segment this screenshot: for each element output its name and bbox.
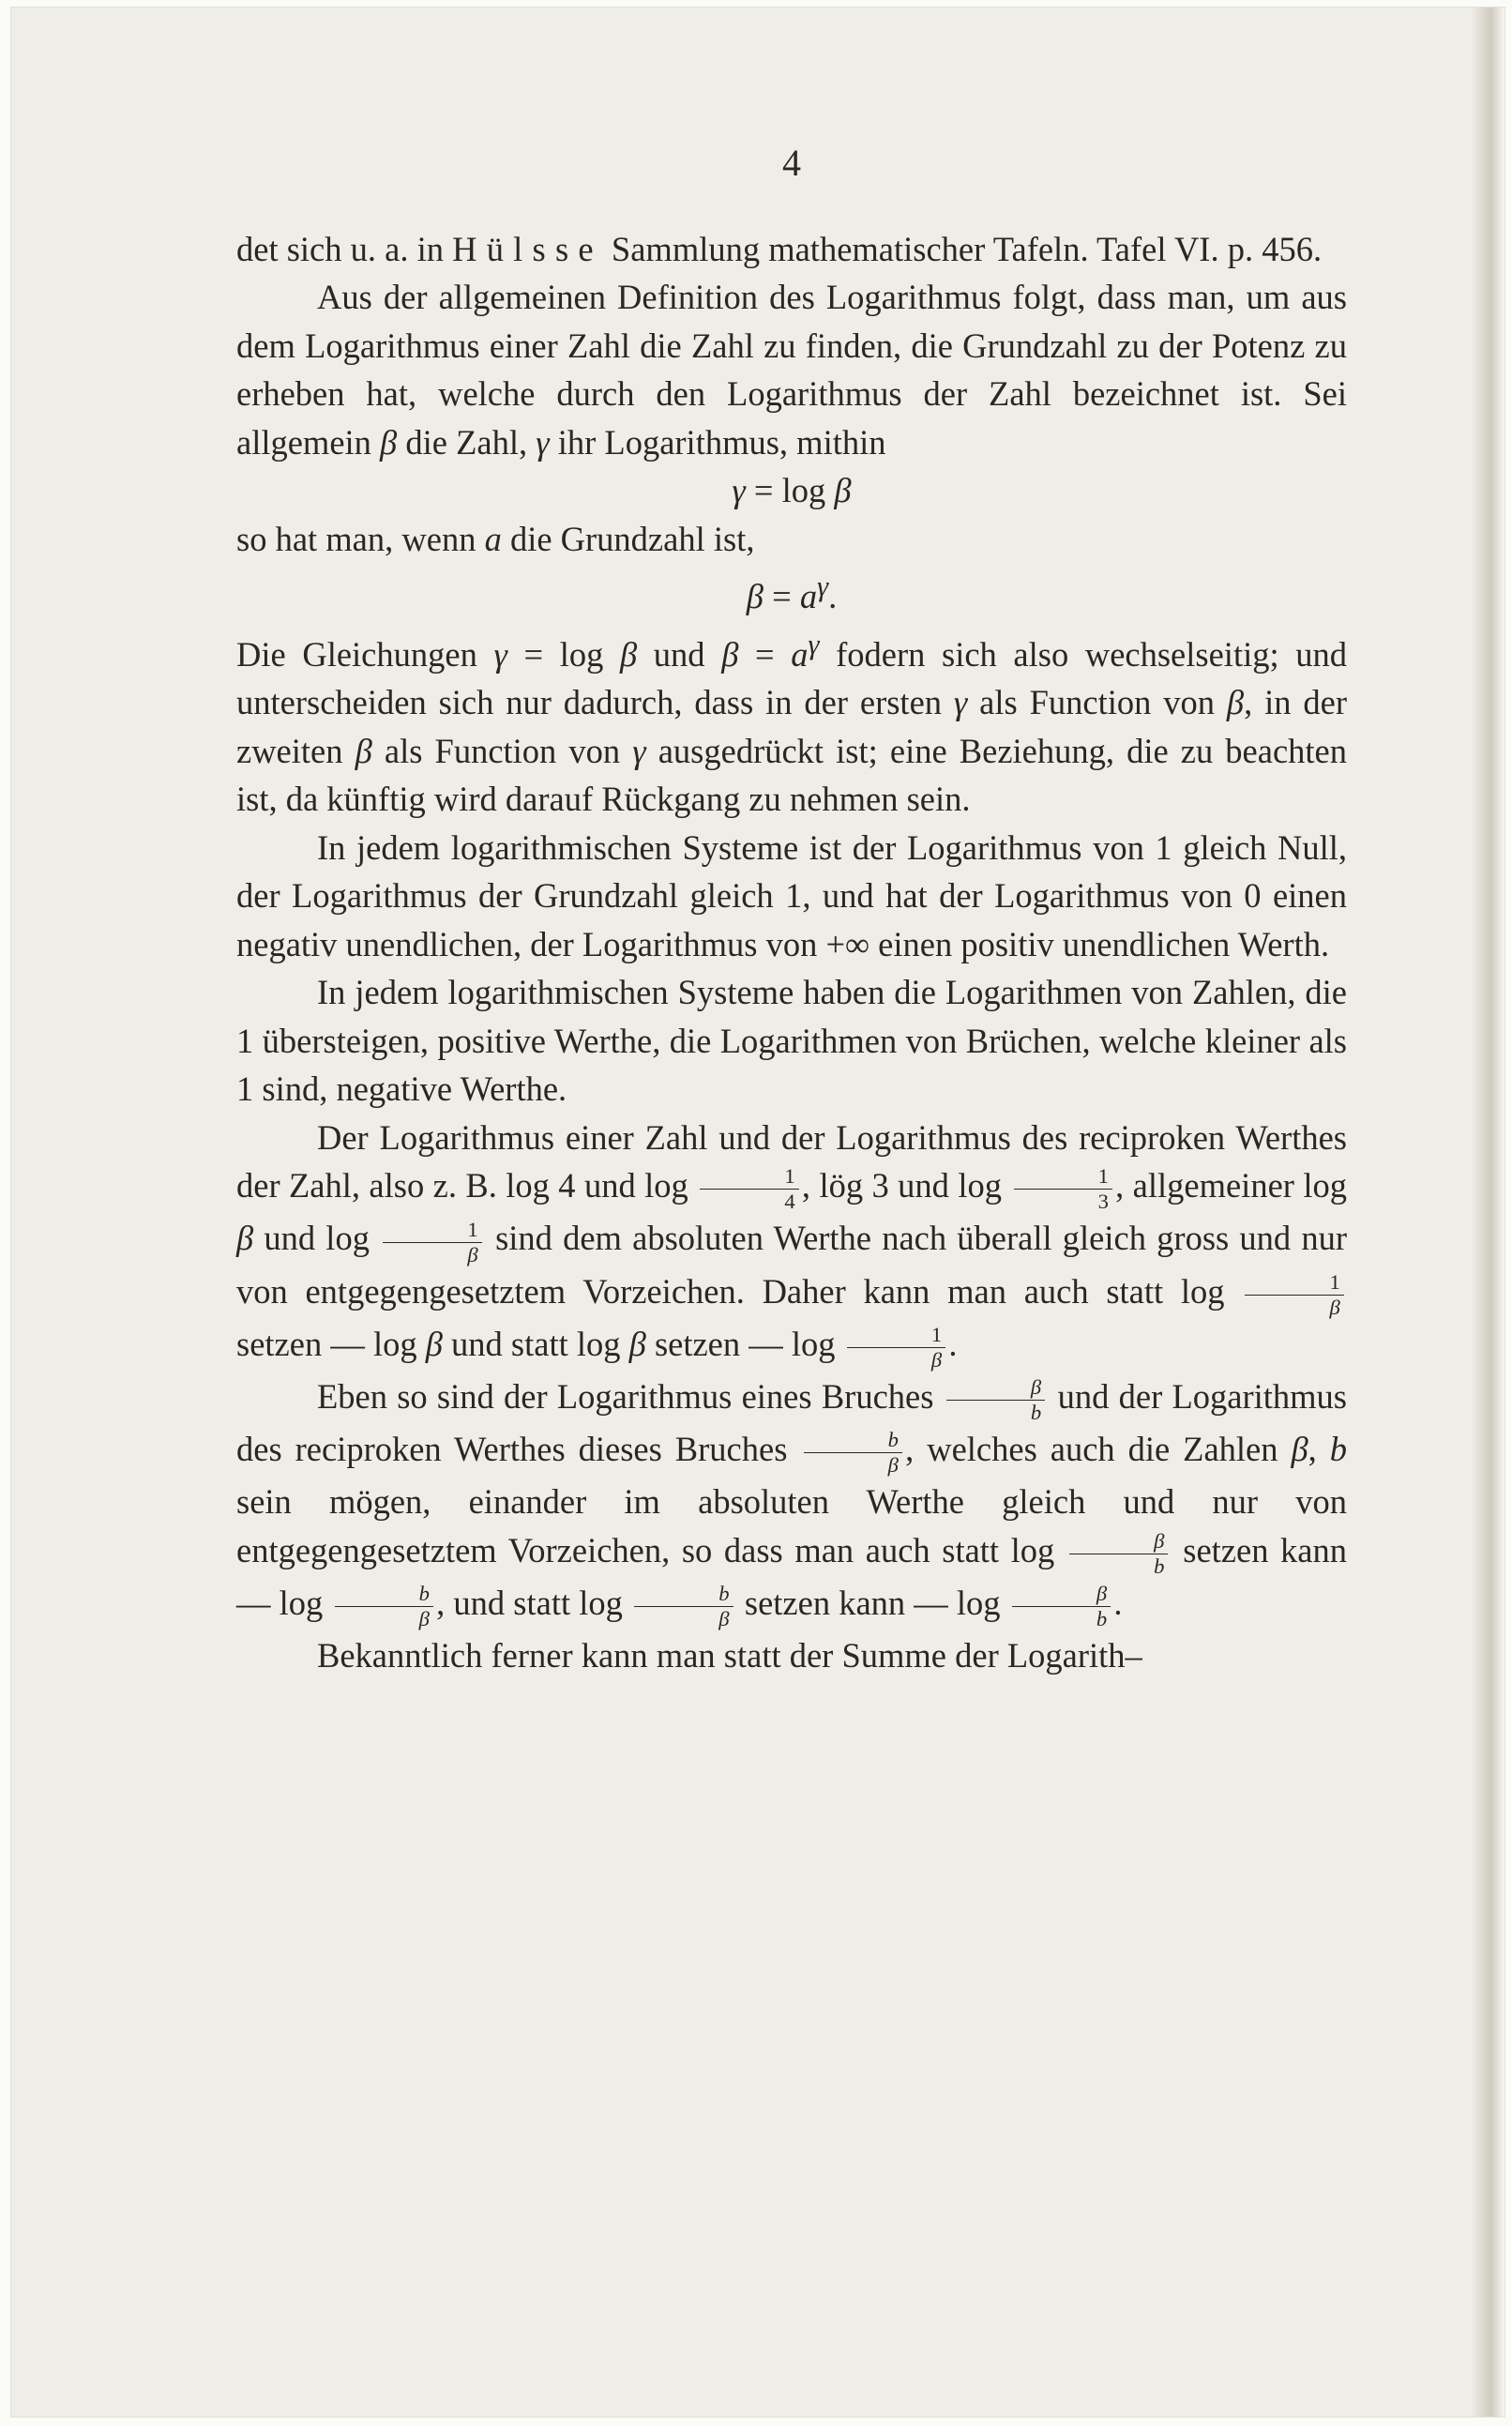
fraction-1-beta: $\frac{1}{\beta}$ [1245,1270,1343,1320]
paragraph-4: Die Gleichungen γ = log β und $\beta = a^\gamma$ fodern sich also wechselseitig; und unterscheiden sich nur dadurch, dass in der ersten γ als Function von β, in der zweiten β als Function von γ ausgedrückt ist; eine Beziehung, die zu beachten ist, da künftig wird darauf Rückgang zu nehmen sein. [236,628,1347,819]
book-page [11,8,1504,2417]
fraction-beta-b: $\frac{\beta}{b}$ [1069,1529,1168,1579]
fraction-beta-b: $\frac{\beta}{b}$ [946,1375,1045,1425]
page-number: 4 [782,142,801,184]
fraction-1-3: $\frac{1}{3}$ [1014,1164,1112,1214]
paragraph-7: Der Logarithmus einer Zahl und der Logarithmus des reciproken Werthes der Zahl, also z. B. log 4 und log $\frac{1}{4}$ , lög 3 und log $\frac{1}{3}$ , allgemeiner log β und log $\frac{1}{\beta}$ sind dem absoluten Werthe nach überall gleich gross und nur von entgegengesetztem Vorzeichen. Daher kann man auch statt log $\frac{1}{\beta}$ setzen — log β und statt log β setzen — log $\frac{1}{\beta}$ . [236,1117,1347,1372]
paragraph-5: In jedem logarithmischen Systeme ist der Logarithmus von 1 gleich Null, der Logarithmus der Grundzahl gleich 1, und hat der Logarithmus von 0 einen negativ unendlichen, der Logarithmus von +∞ einen positiv unendlichen Werth. [236,827,1347,963]
equation-2: $\beta = a^\gamma$. [746,570,838,616]
fraction-1-beta: $\frac{1}{\beta}$ [383,1218,481,1267]
equation-1: γ = log β [732,471,852,509]
paragraph-8: Eben so sind der Logarithmus eines Bruches $\frac{\beta}{b}$ und der Logarithmus des reciproken Werthes dieses Bruches $\frac{b}{\beta}$ , welches auch die Zahlen β, b sein mögen, einander im absoluten Werthe gleich und nur von entgegengesetztem Vorzeichen, so dass man auch statt log $\frac{\beta}{b}$ setzen kann — log $\frac{b}{\beta}$ , und statt log $\frac{b}{\beta}$ setzen kann — log $\frac{\beta}{b}$ . [236,1374,1348,1630]
paragraph-9: Bekanntlich ferner kann man statt der Summe der Logarith– [317,1635,1142,1675]
paragraph-3: so hat man, wenn a die Grundzahl ist, [236,519,755,558]
paragraph-2: Aus der allgemeinen Definition des Logarithmus folgt, dass man, um aus dem Logarithmus einer Zahl die Zahl zu finden, die Grundzahl zu der Potenz zu erheben hat, welche durch den Logarithmus der Zahl bezeichnet ist. Sei allgemein β die Zahl, γ ihr Logarithmus, mithin [236,278,1347,462]
fraction-1-beta: $\frac{1}{\beta}$ [847,1323,945,1372]
paragraph-6: In jedem logarithmischen Systeme haben die Logarithmen von Zahlen, die 1 übersteigen, positive Werthe, die Logarithmen von Brüchen, welche kleiner als 1 sind, negative Werthe. [236,973,1347,1109]
paragraph-1: det sich u. a. in Hülsse Sammlung mathematischer Tafeln. Tafel VI. p. 456. [236,229,1323,268]
fraction-1-4: $\frac{1}{4}$ [700,1164,798,1214]
body-text [236,139,1347,1679]
fraction-b-beta: $\frac{b}{\beta}$ [804,1428,902,1478]
fraction-beta-b: $\frac{\beta}{b}$ [1012,1582,1111,1631]
fraction-b-beta: $\frac{b}{\beta}$ [335,1582,433,1631]
fraction-b-beta: $\frac{b}{\beta}$ [634,1582,733,1631]
page-edge-shadow [1471,8,1504,2417]
